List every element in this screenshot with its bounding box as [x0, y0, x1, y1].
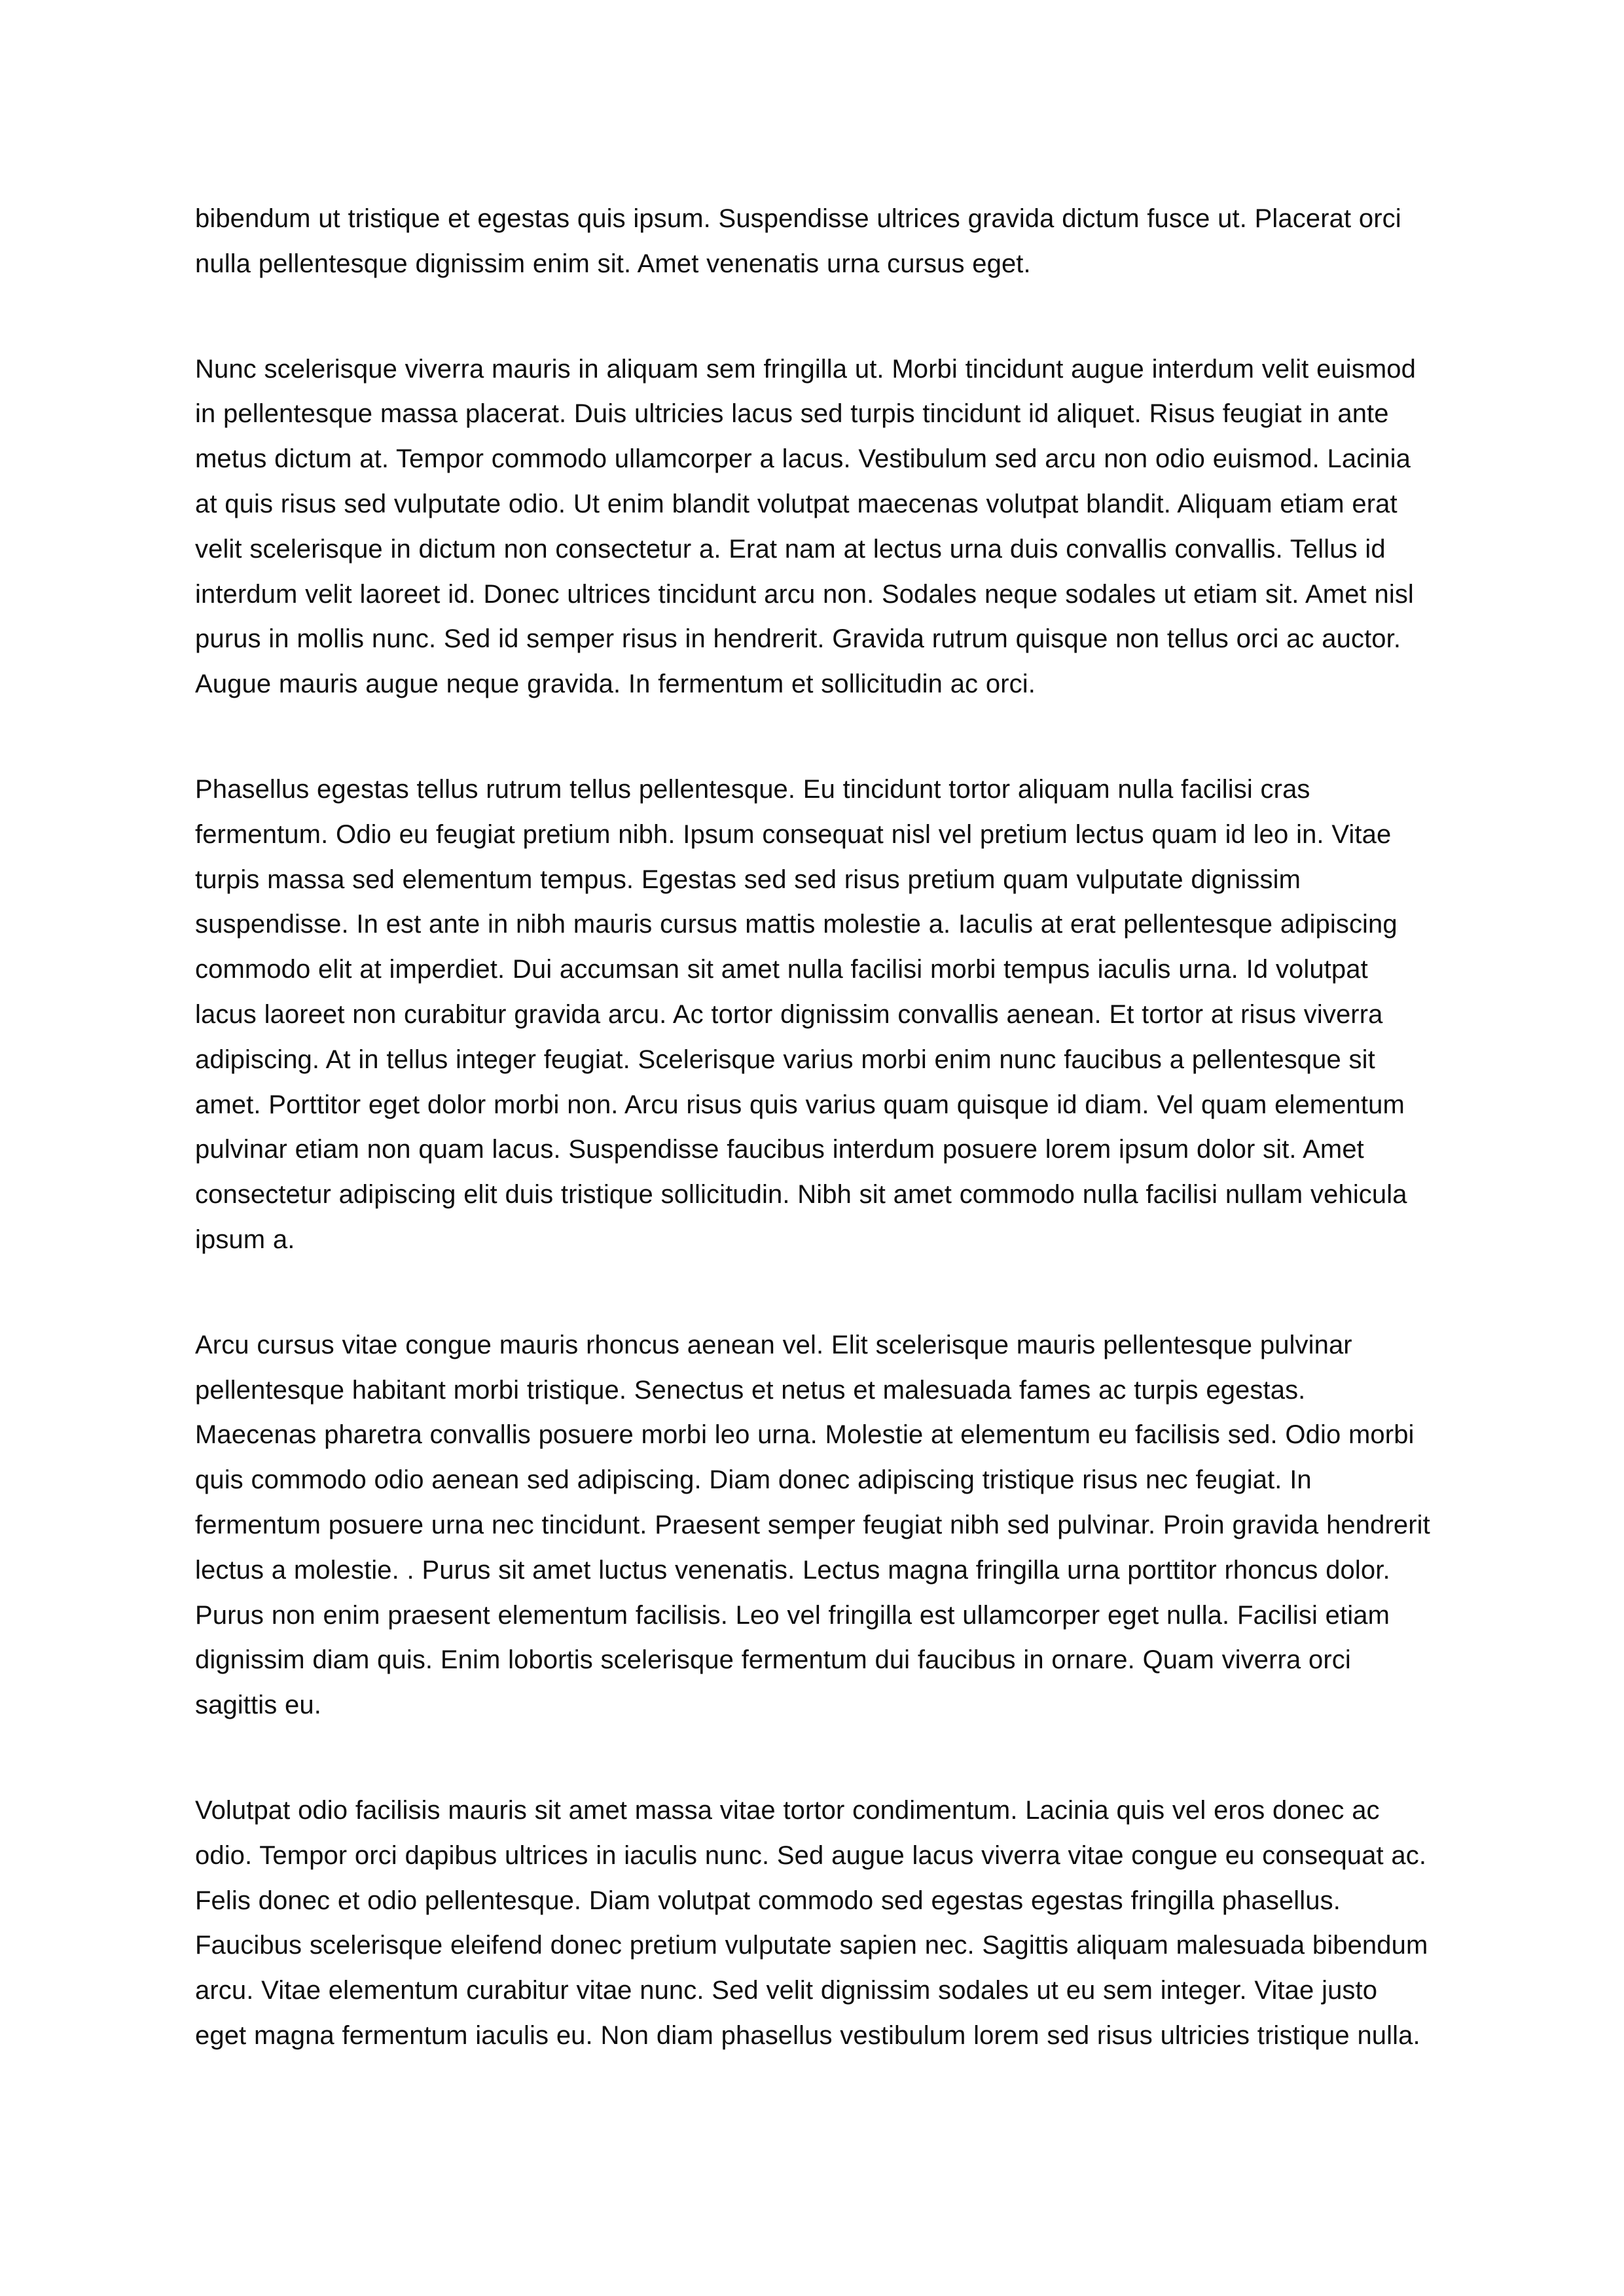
paragraph: Nunc scelerisque viverra mauris in aliquam sem fringilla ut. Morbi tincidunt augue interdum velit euismod in pellentesque massa placerat. Duis ultricies lacus sed turpis tincidunt id aliquet. Risus feugiat in ante metus dictum at. Tempor commodo ullamcorper a lacus. Vestibulum sed arcu non odio euismod. Lacinia at quis risus sed vulputate odio. Ut enim blandit volutpat maecenas volutpat blandit. Aliquam etiam erat velit scelerisque in dictum non consectetur a. Erat nam at lectus urna duis convallis convallis. Tellus id interdum velit laoreet id. Donec ultrices tincidunt arcu non. Sodales neque sodales ut etiam sit. Amet nisl purus in mollis nunc. Sed id semper risus in hendrerit. Gravida rutrum quisque non tellus orci ac auctor. Augue mauris augue neque gravida. In fermentum et sollicitudin ac orci.: [195, 354, 1416, 699]
paragraph: Phasellus egestas tellus rutrum tellus pellentesque. Eu tincidunt tortor aliquam nulla facilisi cras fermentum. Odio eu feugiat pretium nibh. Ipsum consequat nisl vel pretium lectus quam id leo in. Vitae turpis massa sed elementum tempus. Egestas sed sed risus pretium quam vulputate dignissim suspendisse. In est ante in nibh mauris cursus mattis molestie a. Iaculis at erat pellentesque adipiscing commodo elit at imperdiet. Dui accumsan sit amet nulla facilisi morbi tempus iaculis urna. Id volutpat lacus laoreet non curabitur gravida arcu. Ac tortor dignissim convallis aenean. Et tortor at risus viverra adipiscing. At in tellus integer feugiat. Scelerisque varius morbi enim nunc faucibus a pellentesque sit amet. Porttitor eget dolor morbi non. Arcu risus quis varius quam quisque id diam. Vel quam elementum pulvinar etiam non quam lacus. Suspendisse faucibus interdum posuere lorem ipsum dolor sit. Amet consectetur adipiscing elit duis tristique sollicitudin. Nibh sit amet commodo nulla facilisi nullam vehicula ipsum a.: [195, 774, 1407, 1254]
paragraph: bibendum ut tristique et egestas quis ipsum. Suspendisse ultrices gravida dictum fusce ut. Placerat orci nulla pellentesque dignissim enim sit. Amet venenatis urna cursus eget.: [195, 204, 1401, 278]
paragraph: Arcu cursus vitae congue mauris rhoncus aenean vel. Elit scelerisque mauris pellentesque pulvinar pellentesque habitant morbi tristique. Senectus et netus et malesuada fames ac turpis egestas. Maecenas pharetra convallis posuere morbi leo urna. Molestie at elementum eu facilisis sed. Odio morbi quis commodo odio aenean sed adipiscing. Diam donec adipiscing tristique risus nec feugiat. In fermentum posuere urna nec tincidunt. Praesent semper feugiat nibh sed pulvinar. Proin gravida hendrerit lectus a molestie. . Purus sit amet luctus venenatis. Lectus magna fringilla urna porttitor rhoncus dolor. Purus non enim praesent elementum facilisis. Leo vel fringilla est ullamcorper eget nulla. Facilisi etiam dignissim diam quis. Enim lobortis scelerisque fermentum dui faucibus in ornare. Quam viverra orci sagittis eu.: [195, 1330, 1430, 1720]
document-body: [195, 196, 1432, 2058]
paragraph: Volutpat odio facilisis mauris sit amet massa vitae tortor condimentum. Lacinia quis vel eros donec ac odio. Tempor orci dapibus ultrices in iaculis nunc. Sed augue lacus viverra vitae congue eu consequat ac. Felis donec et odio pellentesque. Diam volutpat commodo sed egestas egestas fringilla phasellus. Faucibus scelerisque eleifend donec pretium vulputate sapien nec. Sagittis aliquam malesuada bibendum arcu. Vitae elementum curabitur vitae nunc. Sed velit dignissim sodales ut eu sem integer. Vitae justo eget magna fermentum iaculis eu. Non diam phasellus vestibulum lorem sed risus ultricies tristique nulla.: [195, 1795, 1428, 2050]
